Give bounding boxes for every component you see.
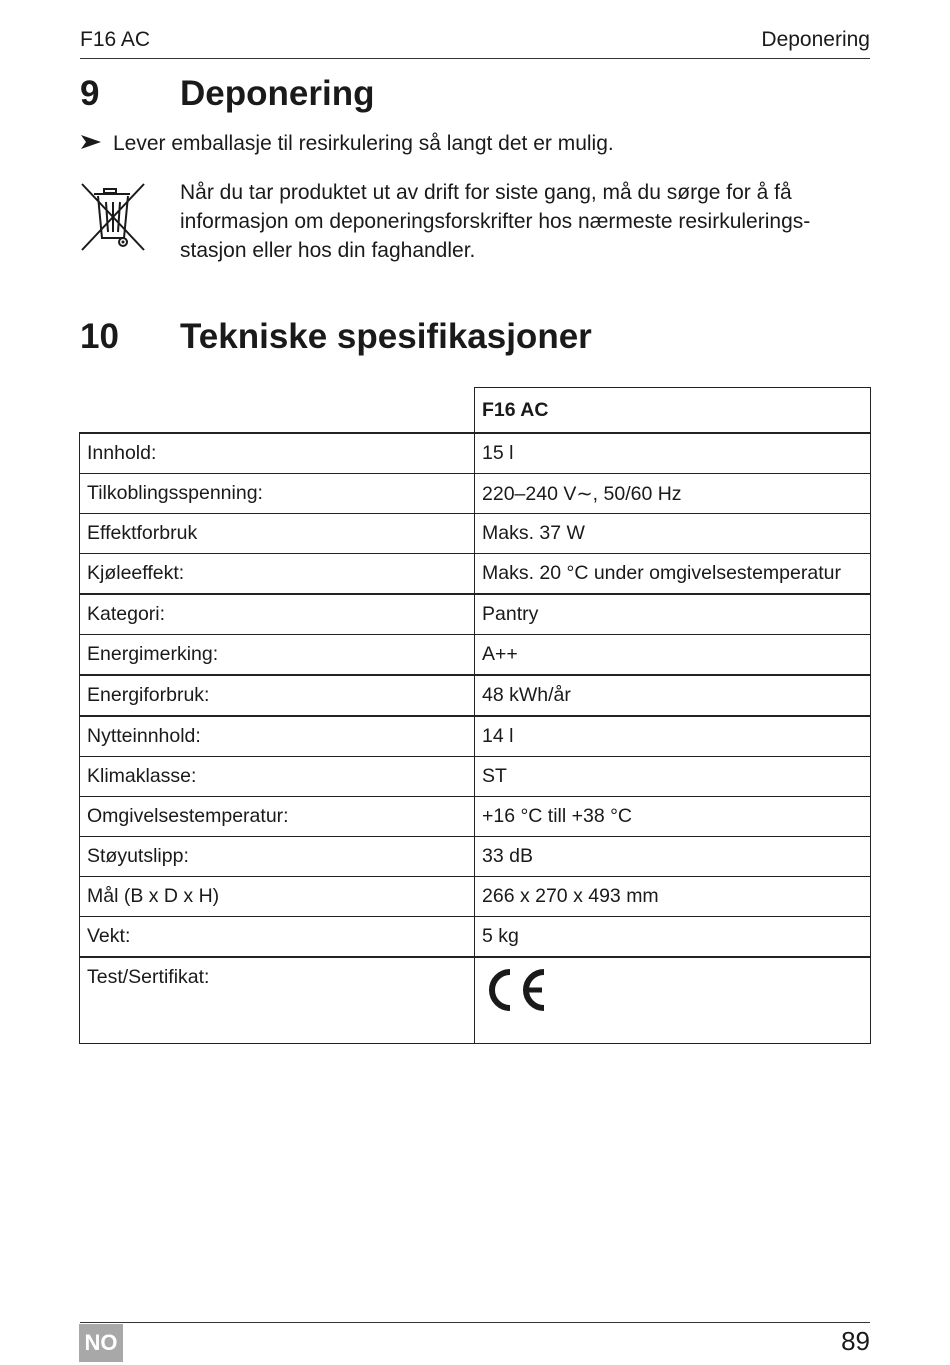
spec-value: Maks. 37 W	[475, 514, 871, 554]
spec-label: Energiforbruk:	[80, 675, 475, 716]
table-row	[80, 514, 871, 554]
spec-label: Effektforbruk	[80, 514, 475, 554]
specs-table	[79, 387, 871, 1044]
disposal-paragraph	[180, 178, 872, 265]
spec-value: 33 dB	[475, 837, 871, 877]
table-header-row	[80, 388, 871, 434]
page-number: 89	[841, 1326, 870, 1356]
model-header-cell: F16 AC	[475, 388, 871, 434]
spec-value: 15 l	[475, 433, 871, 474]
bullet-text: Lever emballasje til resirkulering så langt det er mulig.	[113, 132, 614, 155]
table-row	[80, 474, 871, 514]
table-row	[80, 594, 871, 635]
table-row	[80, 716, 871, 757]
table-row	[80, 877, 871, 917]
paragraph-line: Når du tar produktet ut av drift for siste gang, må du sørge for å få	[180, 181, 792, 204]
table-row	[80, 837, 871, 877]
section-10-title: Tekniske spesifikasjoner	[180, 317, 592, 356]
spec-label: Test/Sertifikat:	[80, 957, 475, 1044]
language-badge: NO	[79, 1324, 123, 1362]
spec-label: Tilkoblingsspenning:	[80, 474, 475, 514]
section-10-number: 10	[80, 317, 119, 356]
footer-divider	[80, 1322, 870, 1323]
spec-label: Nytteinnhold:	[80, 716, 475, 757]
spec-value: A++	[475, 635, 871, 676]
header-section: Deponering	[761, 28, 870, 51]
spec-value: 220–240 V∼, 50/60 Hz	[475, 474, 871, 514]
spec-label: Innhold:	[80, 433, 475, 474]
section-9-title: Deponering	[180, 74, 375, 113]
spec-label: Klimaklasse:	[80, 757, 475, 797]
spec-value: Maks. 20 °C under omgivelsestemperatur	[475, 554, 871, 595]
bullet-item	[80, 132, 614, 156]
paragraph-line: informasjon om deponeringsforskrifter hos nærmeste resirkulerings-	[180, 210, 811, 233]
spec-label: Støyutslipp:	[80, 837, 475, 877]
spec-value: 48 kWh/år	[475, 675, 871, 716]
spec-value: 14 l	[475, 716, 871, 757]
header-blank-cell	[80, 388, 475, 434]
spec-value: Pantry	[475, 594, 871, 635]
spec-label: Energimerking:	[80, 635, 475, 676]
table-row-certificate	[80, 957, 871, 1044]
table-row	[80, 757, 871, 797]
header-divider	[80, 58, 870, 59]
table-row	[80, 635, 871, 676]
table-row	[80, 797, 871, 837]
spec-label: Kategori:	[80, 594, 475, 635]
spec-label: Omgivelsestemperatur:	[80, 797, 475, 837]
spec-label: Kjøleeffekt:	[80, 554, 475, 595]
spec-value: 5 kg	[475, 917, 871, 958]
table-row	[80, 917, 871, 958]
paragraph-line: stasjon eller hos din faghandler.	[180, 239, 476, 262]
header-model: F16 AC	[80, 28, 151, 51]
table-row	[80, 433, 871, 474]
spec-value: +16 °C till +38 °C	[475, 797, 871, 837]
ce-mark-icon	[482, 997, 548, 1019]
ce-mark-cell	[475, 957, 871, 1044]
spec-label: Vekt:	[80, 917, 475, 958]
section-9-number: 9	[80, 74, 100, 113]
spec-label: Mål (B x D x H)	[80, 877, 475, 917]
arrow-bullet-icon	[80, 132, 113, 156]
table-row	[80, 554, 871, 595]
crossed-bin-icon	[80, 182, 148, 254]
spec-value: 266 x 270 x 493 mm	[475, 877, 871, 917]
spec-value: ST	[475, 757, 871, 797]
table-row	[80, 675, 871, 716]
